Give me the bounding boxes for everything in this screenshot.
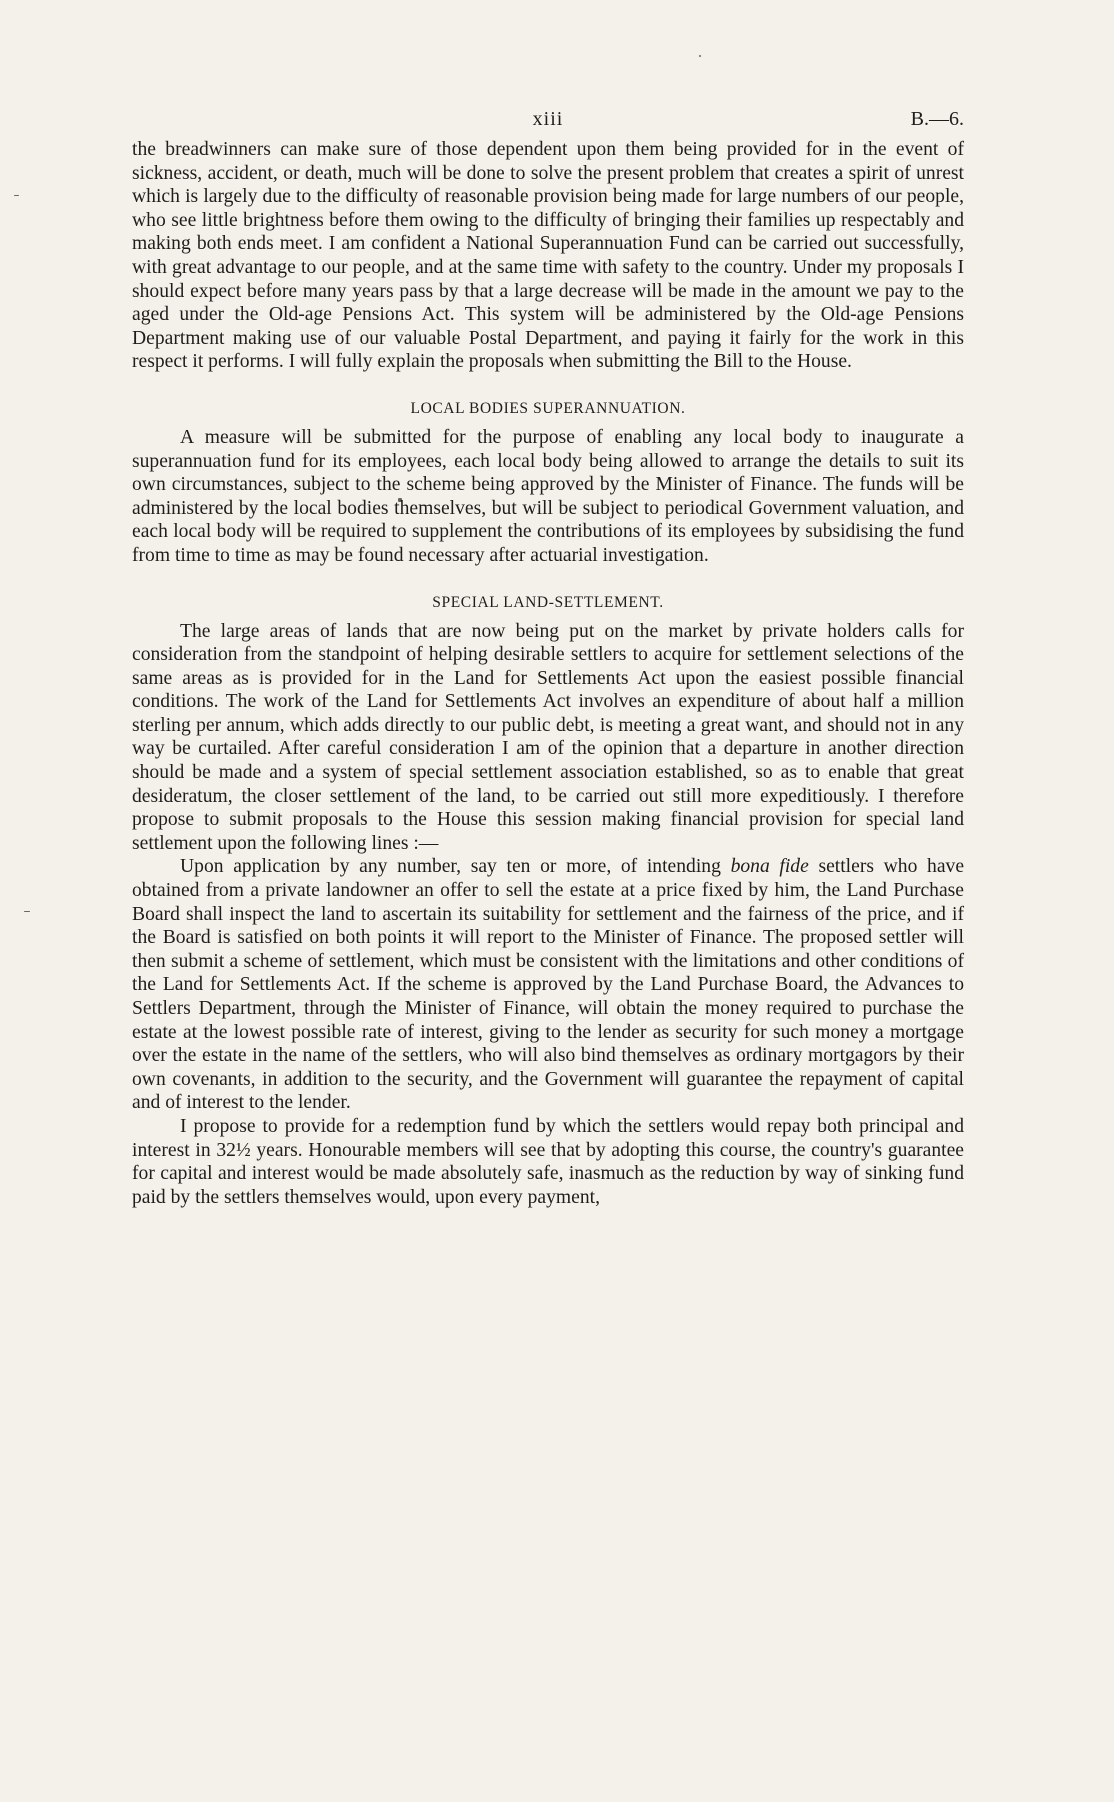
paragraph-superannuation: the breadwinners can make sure of those dependent upon them being provided for in the event of sickness, accident, or death, much will be done to solve the present problem that creates a spirit of unrest which is largely due to the difficulty of reasonable provision being made for large numbers of our people, who see little brightness before them owing to the difficulty of bringing their families up respectably and making both ends meet. I am confident a National Superannuation Fund can be carried out successfully, with great advantage to our people, and at the same time with safety to the country. Under my proposals I should expect before many years pass by that a large decrease will be made in the amount we pay to the aged under the Old-age Pensions Act. This system will be administered by the Old-age Pensions Department making use of our valuable Postal Department, and paying it fairly for the work in this respect it performs. I will fully explain the proposals when submitting the Bill to the House.	[132, 139, 964, 373]
page-header	[132, 108, 964, 138]
scan-speck	[24, 911, 30, 912]
paragraph-land-areas: The large areas of lands that are now being put on the market by private holders calls for consideration from the standpoint of helping desirable settlers to acquire for settlement selections of the same areas as is provided for in the Land for Settlements Act upon the easiest possible financial conditions. The work of the Land for Settlements Act involves an expenditure of about half a million sterling per annum, which adds directly to our public debt, is meeting a great want, and should not in any way be curtailed. After careful consideration I am of the opinion that a departure in another direction should be made and a system of special settlement association established, so as to enable that great desideratum, the closer settlement of the land, to be carried out still more expeditiously. I therefore propose to submit proposals to the House this session making financial provision for special land settlement upon the following lines :—	[132, 620, 964, 854]
paragraph-application	[132, 855, 964, 1115]
application-text-start: Upon application by any number, say ten or more, of intending	[180, 856, 721, 878]
paragraph-redemption-fund: I propose to provide for a redemption fund by which the settlers would repay both principal and interest in 32½ years. Honourable members will see that by adopting this course, the country's guarantee for capital and interest would be made absolutely safe, inasmuch as the reduction by way of sinking fund paid by the settlers themselves would, upon every payment,	[132, 1115, 964, 1208]
page-number: xiii	[532, 108, 564, 130]
application-text-rest: settlers who have obtained from a private landowner an offer to sell the estate at a price fixed by him, the Land Purchase Board shall inspect the land to ascertain its suitability for settlement and the fairness of the price, and if the Board is satisfied on both points it will report to the Minister of Finance. The proposed settler will then submit a scheme of settlement, which must be consistent with the limitations and other conditions of the Land for Settlements Act. If the scheme is approved by the Land Purchase Board, the Advances to Settlers Department, through the Minister of Finance, will obtain the money required to purchase the estate at the lowest possible rate of interest, giving to the lender as security for such money a mortgage over the estate in the name of the settlers, who will also bind themselves as ordinary mortgagors by their own covenants, in addition to the security, and the Government will guarantee the repayment of capital and of interest to the lender.	[132, 856, 965, 1114]
scan-speck	[14, 195, 19, 196]
section-heading-local-bodies: LOCAL BODIES SUPERANNUATION.	[410, 399, 686, 417]
document-page	[132, 108, 964, 1209]
document-reference: B.—6.	[910, 108, 964, 130]
paragraph-local-bodies: A measure will be submitted for the purpose of enabling any local body to inaugurate a superannuation fund for its employees, each local body being allowed to arrange the details to suit its own circumstances, subject to the scheme being approved by the Minister of Finance. The funds will be administered by the local bodies themselves, but will be subject to periodical Government valuation, and each local body will be required to supplement the contributions of its employees by subsidising the fund from time to time as may be found necessary after actuarial investigation.	[132, 426, 964, 566]
scan-speck	[699, 55, 701, 57]
italic-term: bona fide	[730, 856, 809, 878]
section-heading-land-settlement: SPECIAL LAND-SETTLEMENT.	[432, 593, 664, 611]
